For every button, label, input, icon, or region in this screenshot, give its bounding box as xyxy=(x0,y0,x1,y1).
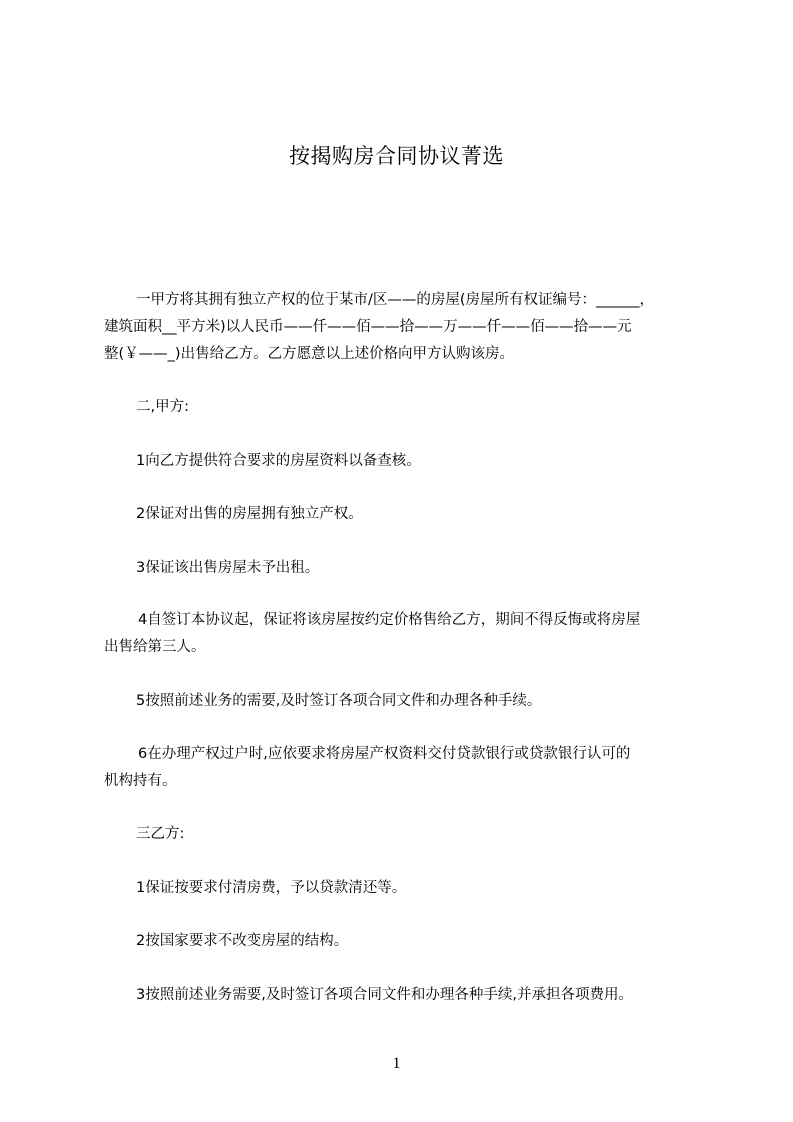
paragraph-line: 3按照前述业务需要,及时签订各项合同文件和办理各种手续,并承担各项费用。 xyxy=(136,987,633,1003)
paragraph-line: 建筑面积__平方米)以人民币——仟——佰——拾——万——仟——佰——拾——元 xyxy=(104,319,632,335)
party-a-item-4 xyxy=(104,607,702,661)
paragraph-line: 三乙方: xyxy=(136,826,185,842)
document-title: 按揭购房合同协议菁选 xyxy=(289,144,504,168)
paragraph-line: 机构持有。 xyxy=(104,773,177,789)
paragraph-line: 3保证该出售房屋未予出租。 xyxy=(136,560,320,576)
paragraph-line: 1保证按要求付清房费，予以贷款清还等。 xyxy=(136,880,407,896)
paragraph-line: 整(￥——_)出售给乙方。乙方愿意以上述价格向甲方认购该房。 xyxy=(104,346,515,362)
paragraph-line: 2按国家要求不改变房屋的结构。 xyxy=(136,933,349,949)
section-heading-party-b xyxy=(104,821,702,848)
paragraph-line: 5按照前述业务的需要,及时签订各项合同文件和办理各种手续。 xyxy=(136,693,542,709)
party-a-item-6 xyxy=(104,741,702,795)
party-a-item-1 xyxy=(104,448,702,475)
party-b-item-3 xyxy=(104,982,702,1009)
section-heading-party-a xyxy=(104,394,702,421)
paragraph-line: 6在办理产权过户时,应依要求将房屋产权资料交付贷款银行或贷款银行认可的 xyxy=(138,746,631,762)
paragraph-line: 2保证对出售的房屋拥有独立产权。 xyxy=(136,506,363,522)
party-a-item-2 xyxy=(104,501,702,528)
party-b-item-1 xyxy=(104,875,702,902)
paragraph-line: 1向乙方提供符合要求的房屋资料以备查核。 xyxy=(136,453,421,469)
party-b-item-2 xyxy=(104,928,702,955)
paragraph-line: 出售给第三人。 xyxy=(104,639,206,655)
paragraph-line: 4自签订本协议起，保证将该房屋按约定价格售给乙方，期间不得反悔或将房屋 xyxy=(138,612,641,628)
paragraph-line: 一甲方将其拥有独立产权的位于某市/区——的房屋(房屋所有权证编号：______， xyxy=(136,292,655,308)
paragraph-line: 二,甲方: xyxy=(136,399,189,415)
party-a-item-3 xyxy=(104,555,702,582)
paragraph-sale-terms xyxy=(104,287,702,368)
page-number: 1 xyxy=(392,1055,401,1072)
party-a-item-5 xyxy=(104,688,702,715)
